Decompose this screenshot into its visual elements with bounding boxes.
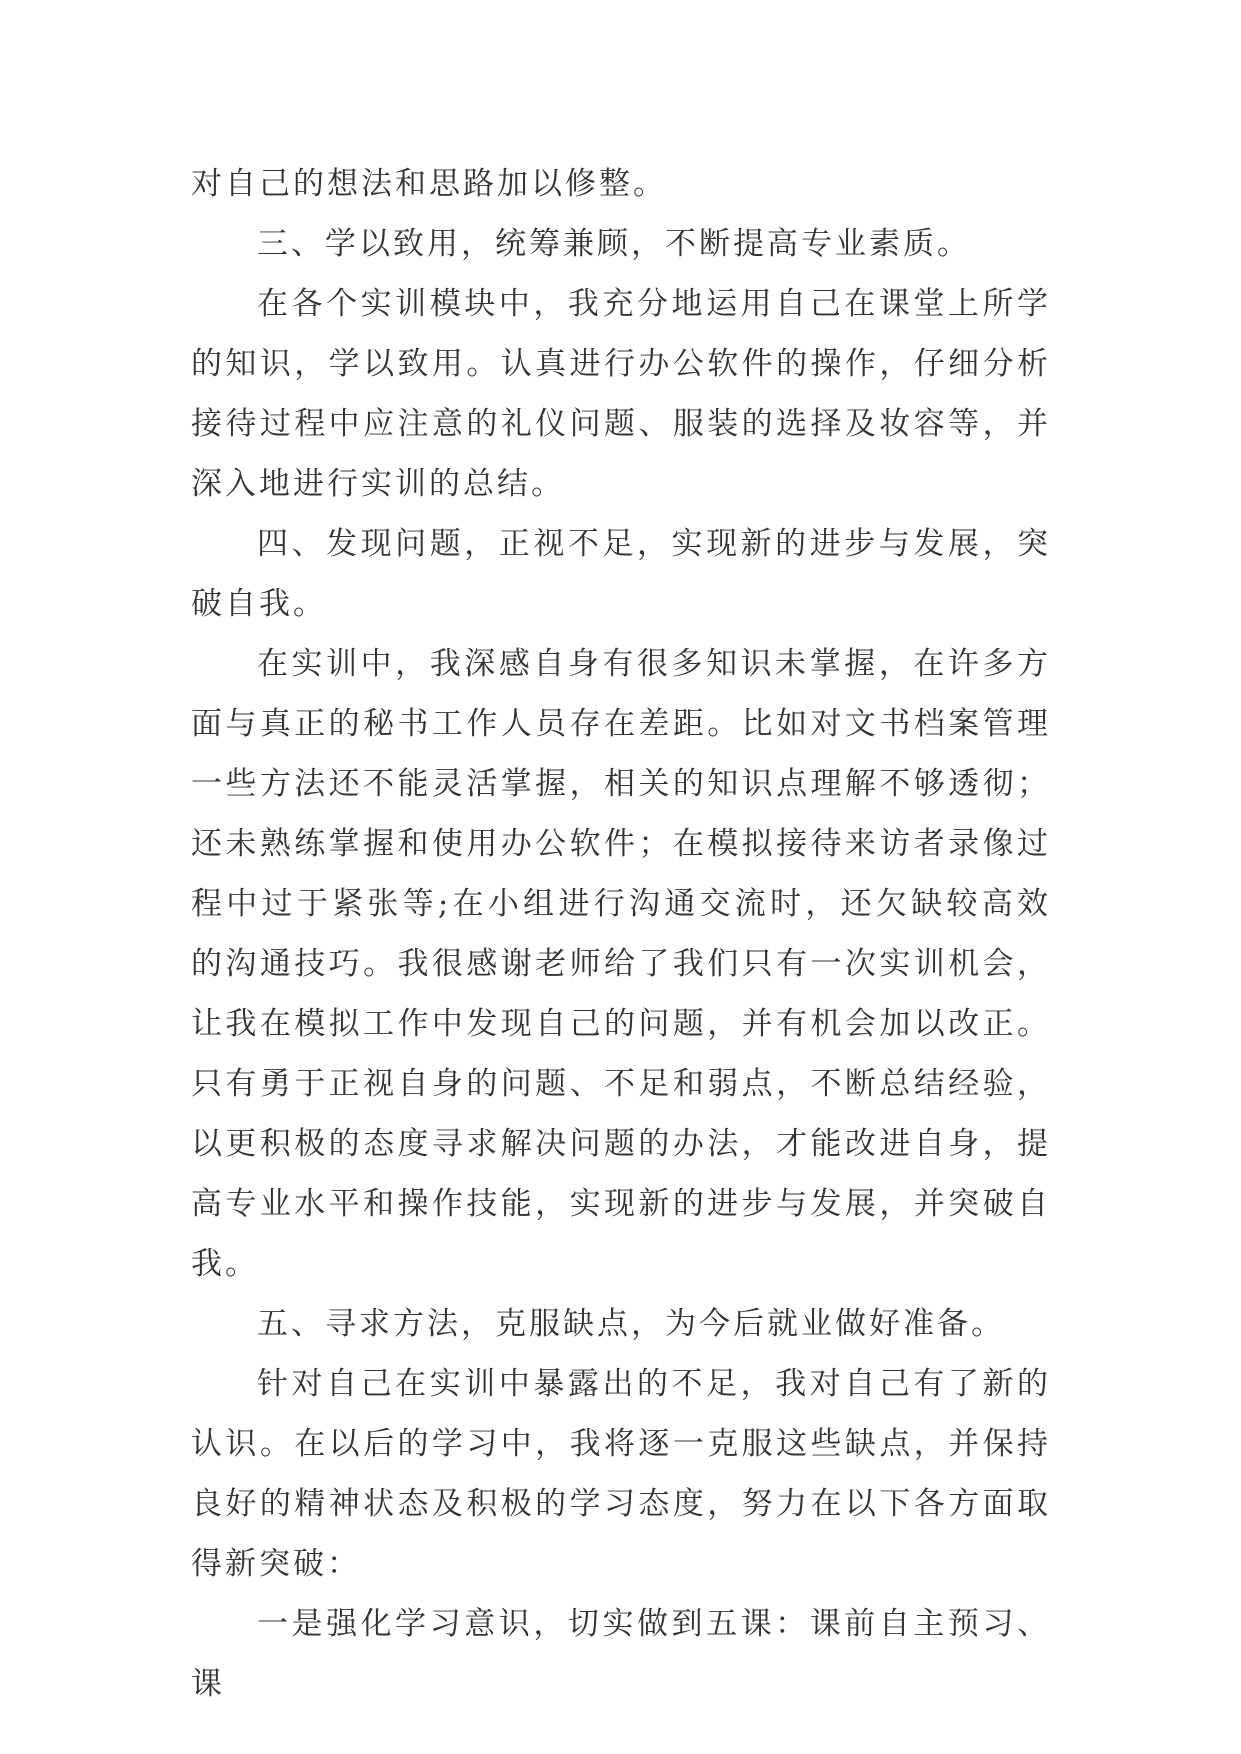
paragraph-body: 针对自己在实训中暴露出的不足，我对自己有了新的认识。在以后的学习中，我将逐一克服这些缺点，并保持良好的精神状态及积极的学习态度，努力在以下各方面取得新突破：	[191, 1366, 1051, 1582]
paragraph-body: 在实训中，我深感自身有很多知识未掌握，在许多方面与真正的秘书工作人员存在差距。比如对文书档案管理一些方法还不能灵活掌握，相关的知识点理解不够透彻；还未熟练掌握和使用办公软件；在模拟接待来访者录像过程中过于紧张等;在小组进行沟通交流时，还欠缺较高效的沟通技巧。我很感谢老师给了我们只有一次实训机会，让我在模拟工作中发现自己的问题，并有机会加以改正。只有勇于正视自身的问题、不足和弱点，不断总结经验，以更积极的态度寻求解决问题的办法，才能改进自身，提高专业水平和操作技能，实现新的进步与发展，并突破自我。	[191, 646, 1051, 1282]
section-heading-3: 三、学以致用，统筹兼顾，不断提高专业素质。	[257, 226, 971, 262]
paragraph-body: 一是强化学习意识，切实做到五课：课前自主预习、课	[191, 1606, 1051, 1702]
section-heading-5: 五、寻求方法，克服缺点，为今后就业做好准备。	[257, 1306, 1005, 1342]
paragraph-body: 在各个实训模块中，我充分地运用自己在课堂上所学的知识，学以致用。认真进行办公软件的操作，仔细分析接待过程中应注意的礼仪问题、服装的选择及妆容等，并深入地进行实训的总结。	[191, 286, 1051, 502]
paragraph-continuation: 对自己的想法和思路加以修整。	[191, 166, 667, 202]
document-body	[191, 154, 1051, 1714]
section-heading-4: 四、发现问题，正视不足，实现新的进步与发展，突破自我。	[191, 526, 1051, 622]
